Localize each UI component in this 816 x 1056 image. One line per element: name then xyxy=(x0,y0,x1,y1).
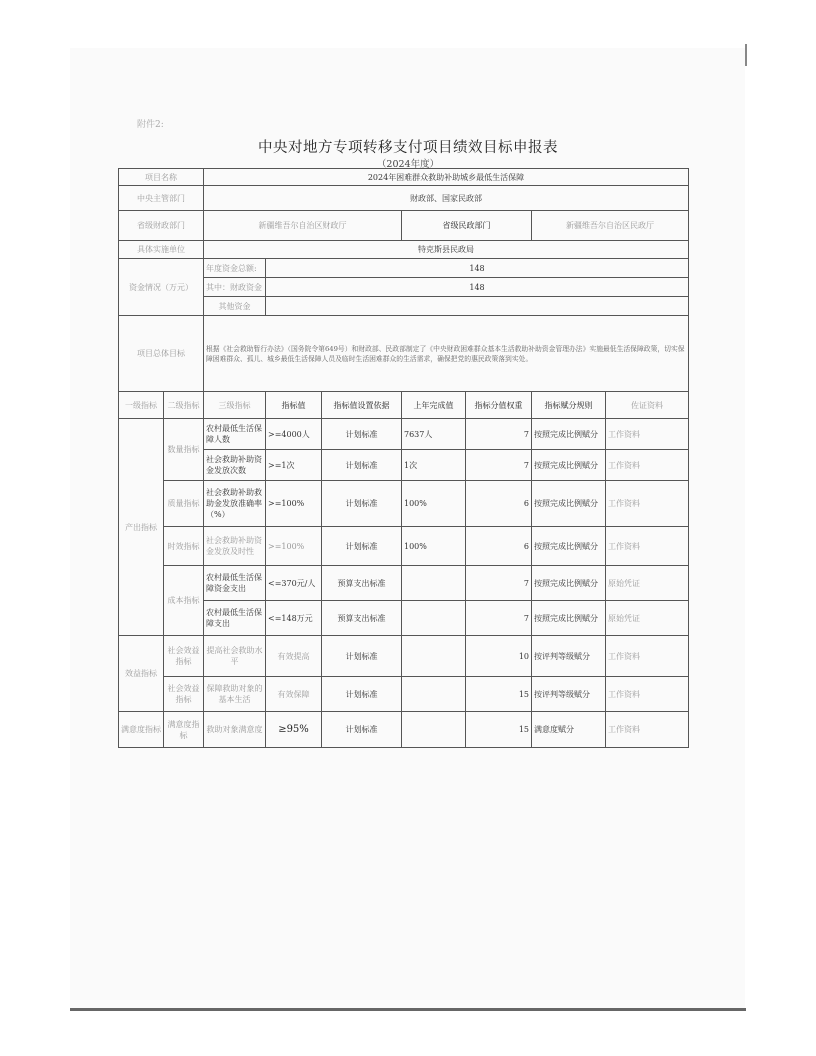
project-name-value: 2024年困难群众救助补助城乡最低生活保障 xyxy=(204,169,689,186)
table-row xyxy=(119,566,689,601)
level1-satisfaction: 满意度指标 xyxy=(119,712,164,748)
central-dept-value: 财政部、国家民政部 xyxy=(204,186,689,211)
basis-cell: 计划标准 xyxy=(322,712,402,748)
level3-cell: 农村最低生活保障资金支出 xyxy=(204,566,266,601)
level3-cell: 社会救助补助资金发放次数 xyxy=(204,450,266,481)
proof-cell: 工作资料 xyxy=(606,419,689,450)
funds-fiscal-value: 148 xyxy=(266,278,689,297)
value-cell: ≥95% xyxy=(266,712,322,748)
header-rule: 指标赋分规则 xyxy=(532,392,606,419)
rule-cell: 按评判等级赋分 xyxy=(532,636,606,677)
level3-cell: 保障救助对象的基本生活 xyxy=(204,677,266,712)
last-year-cell xyxy=(402,712,466,748)
scan-bottom-edge xyxy=(70,1008,746,1011)
table-row xyxy=(119,450,689,481)
header-value: 指标值 xyxy=(266,392,322,419)
weight-cell: 6 xyxy=(466,527,532,566)
level2-quality: 质量指标 xyxy=(164,481,204,527)
funds-total-value: 148 xyxy=(266,259,689,278)
value-cell: >=100% xyxy=(266,527,322,566)
value-cell: >=4000人 xyxy=(266,419,322,450)
objective-text: 根据《社会救助暂行办法》（国务院令第649号）和财政部、民政部制定了《中央财政困难群众基本生活救助补助资金管理办法》实施最低生活保障政策，切实保障困难群众、孤儿、城乡最低生活保障人员及临时生活困难群众的生活需求，确保把党的惠民政策落到实处。 xyxy=(204,316,689,392)
level2-social-benefit: 社会效益指标 xyxy=(164,636,204,677)
table-row xyxy=(119,601,689,636)
table-row xyxy=(119,677,689,712)
last-year-cell xyxy=(402,636,466,677)
value-cell: 有效保障 xyxy=(266,677,322,712)
rule-cell: 按照完成比例赋分 xyxy=(532,481,606,527)
central-dept-label: 中央主管部门 xyxy=(119,186,204,211)
last-year-cell: 1次 xyxy=(402,450,466,481)
last-year-cell xyxy=(402,601,466,636)
weight-cell: 15 xyxy=(466,677,532,712)
document-year: （2024年度） xyxy=(376,159,440,170)
value-cell: >=100% xyxy=(266,481,322,527)
funds-fiscal-label: 其中：财政资金 xyxy=(204,278,266,297)
basis-cell: 计划标准 xyxy=(322,677,402,712)
header-level1: 一级指标 xyxy=(119,392,164,419)
rule-cell: 按照完成比例赋分 xyxy=(532,527,606,566)
table-row xyxy=(119,636,689,677)
header-last-year: 上年完成值 xyxy=(402,392,466,419)
level3-cell: 农村最低生活保障人数 xyxy=(204,419,266,450)
rule-cell: 按照完成比例赋分 xyxy=(532,566,606,601)
proof-cell: 工作资料 xyxy=(606,712,689,748)
funds-total-label: 年度资金总额: xyxy=(204,259,266,278)
level2-timeliness: 时效指标 xyxy=(164,527,204,566)
level1-benefit: 效益指标 xyxy=(119,636,164,712)
last-year-cell: 100% xyxy=(402,481,466,527)
header-basis: 指标值设置依据 xyxy=(322,392,402,419)
proof-cell: 工作资料 xyxy=(606,636,689,677)
value-cell: >=1次 xyxy=(266,450,322,481)
objective-label: 项目总体目标 xyxy=(119,316,204,392)
basis-cell: 计划标准 xyxy=(322,450,402,481)
proof-cell: 原始凭证 xyxy=(606,566,689,601)
attachment-label: 附件2: xyxy=(137,120,164,130)
impl-unit-label: 具体实施单位 xyxy=(119,241,204,259)
impl-unit-value: 特克斯县民政局 xyxy=(204,241,689,259)
funds-other-value xyxy=(266,297,689,316)
document-title: 中央对地方专项转移支付项目绩效目标申报表 xyxy=(258,140,558,156)
prov-civil-label: 省级民政部门 xyxy=(402,211,532,241)
basis-cell: 计划标准 xyxy=(322,419,402,450)
weight-cell: 10 xyxy=(466,636,532,677)
level2-social-benefit-2: 社会效益指标 xyxy=(164,677,204,712)
funds-other-label: 其他资金 xyxy=(204,297,266,316)
basis-cell: 预算支出标准 xyxy=(322,601,402,636)
level3-cell: 农村最低生活保障支出 xyxy=(204,601,266,636)
weight-cell: 6 xyxy=(466,481,532,527)
basis-cell: 计划标准 xyxy=(322,481,402,527)
proof-cell: 工作资料 xyxy=(606,481,689,527)
header-proof: 佐证资料 xyxy=(606,392,689,419)
project-name-label: 项目名称 xyxy=(119,169,204,186)
weight-cell: 7 xyxy=(466,419,532,450)
proof-cell: 工作资料 xyxy=(606,527,689,566)
level2-quantity: 数量指标 xyxy=(164,419,204,481)
rule-cell: 按照完成比例赋分 xyxy=(532,450,606,481)
table-row xyxy=(119,481,689,527)
header-weight: 指标分值权重 xyxy=(466,392,532,419)
level1-output: 产出指标 xyxy=(119,419,164,636)
last-year-cell xyxy=(402,677,466,712)
basis-cell: 预算支出标准 xyxy=(322,566,402,601)
rule-cell: 按照完成比例赋分 xyxy=(532,601,606,636)
last-year-cell: 7637人 xyxy=(402,419,466,450)
header-level2: 二级指标 xyxy=(164,392,204,419)
weight-cell: 15 xyxy=(466,712,532,748)
prov-civil-value: 新疆维吾尔自治区民政厅 xyxy=(532,211,689,241)
rule-cell: 满意度赋分 xyxy=(532,712,606,748)
value-cell: <=370元/人 xyxy=(266,566,322,601)
table-row xyxy=(119,527,689,566)
proof-cell: 工作资料 xyxy=(606,450,689,481)
level2-satisfaction: 满意度指标 xyxy=(164,712,204,748)
level2-cost: 成本指标 xyxy=(164,566,204,636)
level3-cell: 社会救助补助救助金发放准确率（%） xyxy=(204,481,266,527)
prov-fin-value: 新疆维吾尔自治区财政厅 xyxy=(204,211,402,241)
table-row xyxy=(119,712,689,748)
weight-cell: 7 xyxy=(466,601,532,636)
level3-cell: 社会救助补助资金发放及时性 xyxy=(204,527,266,566)
funds-label: 资金情况（万元） xyxy=(119,259,204,316)
proof-cell: 工作资料 xyxy=(606,677,689,712)
value-cell: 有效提高 xyxy=(266,636,322,677)
rule-cell: 按照完成比例赋分 xyxy=(532,419,606,450)
last-year-cell: 100% xyxy=(402,527,466,566)
performance-target-table xyxy=(118,168,689,748)
weight-cell: 7 xyxy=(466,450,532,481)
value-cell: <=148万元 xyxy=(266,601,322,636)
prov-fin-label: 省级财政部门 xyxy=(119,211,204,241)
level3-cell: 救助对象满意度 xyxy=(204,712,266,748)
last-year-cell xyxy=(402,566,466,601)
header-level3: 三级指标 xyxy=(204,392,266,419)
scan-edge-mark xyxy=(745,44,747,66)
basis-cell: 计划标准 xyxy=(322,527,402,566)
proof-cell: 原始凭证 xyxy=(606,601,689,636)
level3-cell: 提高社会救助水平 xyxy=(204,636,266,677)
table-row xyxy=(119,419,689,450)
weight-cell: 7 xyxy=(466,566,532,601)
rule-cell: 按评判等级赋分 xyxy=(532,677,606,712)
basis-cell: 计划标准 xyxy=(322,636,402,677)
